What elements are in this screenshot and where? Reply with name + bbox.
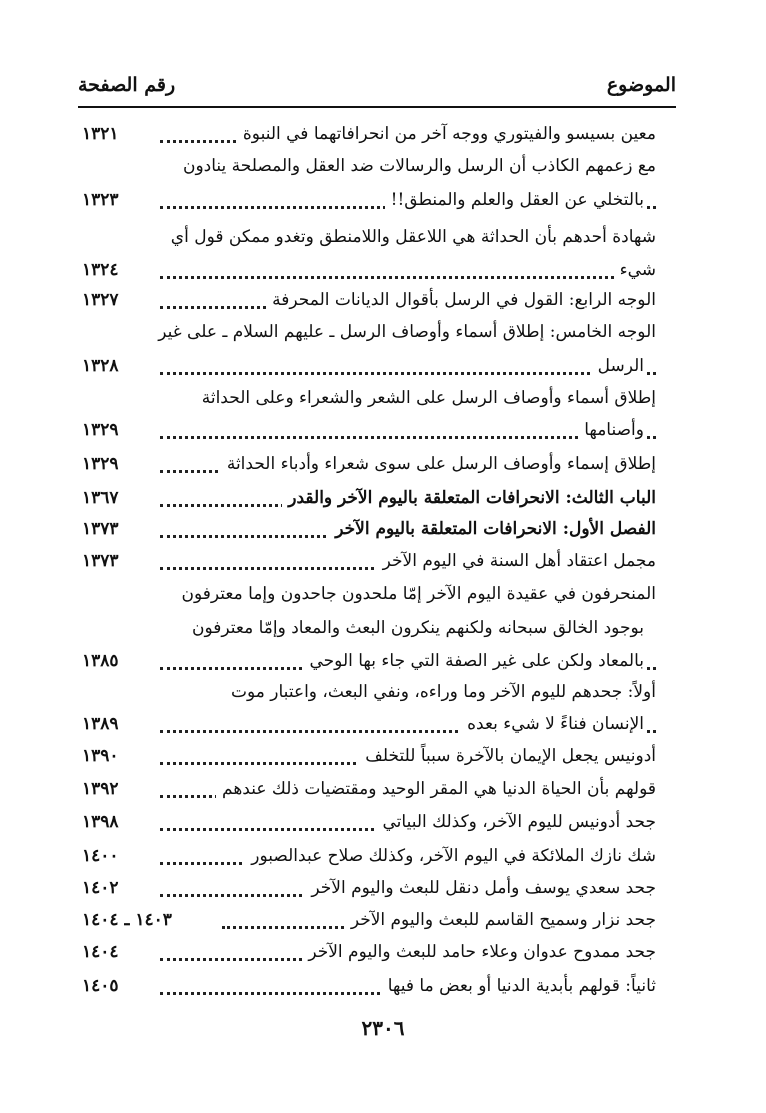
entry-page-number: ١٤٠٤ bbox=[82, 938, 119, 966]
entry-page-number: ١٣٩٠ bbox=[82, 742, 119, 770]
index-entry bbox=[82, 806, 656, 840]
index-entry bbox=[82, 936, 656, 970]
entry-page-number: ١٣٢٤ bbox=[82, 256, 119, 284]
entry-page-number: ١٣٩٢ bbox=[82, 775, 119, 803]
entry-text: شيء bbox=[614, 256, 656, 284]
dot-leader bbox=[160, 360, 656, 375]
dot-leader bbox=[160, 264, 656, 279]
index-entry bbox=[82, 382, 656, 416]
index-entry bbox=[82, 904, 656, 938]
index-entry bbox=[82, 284, 656, 318]
index-entry bbox=[82, 545, 656, 579]
entry-page-number: ١٣٧٣ bbox=[82, 515, 119, 543]
index-entry bbox=[82, 708, 656, 742]
entry-page-number: ١٣٢٧ bbox=[82, 286, 119, 314]
entry-page-number: ١٣٢٨ bbox=[82, 352, 119, 380]
index-entry bbox=[82, 676, 656, 710]
index-header bbox=[78, 66, 676, 108]
index-entry bbox=[82, 872, 656, 906]
section-heading-text: الفصل الأول: الانحرافات المتعلقة باليوم الآخر bbox=[329, 515, 656, 543]
entry-text: الوجه الرابع: القول في الرسل بأقوال الديانات المحرفة bbox=[266, 286, 656, 314]
entry-text: جحد أدونيس لليوم الآخر، وكذلك البياتي bbox=[377, 808, 656, 836]
entry-page-number: ١٣٢٩ bbox=[82, 416, 119, 444]
index-entry bbox=[82, 612, 656, 646]
index-entry bbox=[82, 414, 656, 448]
entry-page-number: ١٣٢١ bbox=[82, 120, 119, 148]
index-entry bbox=[82, 970, 656, 1004]
entry-text: ثانياً: قولهم بأبدية الدنيا أو بعض ما فيها bbox=[382, 972, 656, 1000]
entry-text: قولهم بأن الحياة الدنيا هي المقر الوحيد ومقتضيات ذلك عندهم bbox=[216, 775, 656, 803]
entry-text: أولاً: جحدهم لليوم الآخر وما وراءه، ونفي البعث، واعتبار موت bbox=[225, 678, 656, 706]
entry-text: مع زعمهم الكاذب أن الرسل والرسالات ضد العقل والمصلحة ينادون bbox=[177, 152, 656, 180]
entry-text: جحد ممدوح عدوان وعلاء حامد للبعث واليوم الآخر bbox=[302, 938, 656, 966]
index-entry bbox=[82, 645, 656, 679]
entry-text: الوجه الخامس: إطلاق أسماء وأوصاف الرسل ـ عليهم السلام ـ على غير bbox=[152, 318, 656, 346]
index-entry bbox=[82, 254, 656, 288]
index-entry bbox=[82, 578, 656, 612]
entry-text: مجمل اعتقاد أهل السنة في اليوم الآخر bbox=[377, 547, 656, 575]
entry-page-number: ١٣٢٣ bbox=[82, 186, 119, 214]
entry-text: وأصنامها bbox=[578, 416, 644, 444]
topic-column-heading: الموضوع bbox=[606, 74, 676, 96]
index-entry bbox=[82, 513, 656, 547]
page-number: ٢٣٠٦ bbox=[361, 1016, 405, 1040]
page-number-column-heading: رقم الصفحة bbox=[78, 74, 176, 96]
entry-text: المنحرفون في عقيدة اليوم الآخر إمّا ملحدون جاحدون وإما معترفون bbox=[176, 580, 656, 608]
index-entry bbox=[82, 773, 656, 807]
entry-text: الإنسان فناءً لا شيء بعده bbox=[461, 710, 644, 738]
entry-text: الرسل bbox=[592, 352, 644, 380]
entry-page-number: ١٣٨٥ bbox=[82, 647, 119, 675]
index-entry bbox=[82, 118, 656, 152]
index-entry bbox=[82, 840, 656, 874]
entry-text: شك نازك الملائكة في اليوم الآخر، وكذلك صلاح عبدالصبور bbox=[245, 842, 656, 870]
entry-text: إطلاق أسماء وأوصاف الرسل على الشعر والشعراء وعلى الحداثة bbox=[196, 384, 656, 412]
entry-page-number: ١٣٩٨ bbox=[82, 808, 119, 836]
section-heading-text: الباب الثالث: الانحرافات المتعلقة باليوم الآخر والقدر bbox=[282, 484, 656, 512]
entry-text: بالتخلي عن العقل والعلم والمنطق!! bbox=[385, 186, 644, 214]
entry-text: شهادة أحدهم بأن الحداثة هي اللاعقل واللامنطق وتغدو ممكن قول أي bbox=[165, 223, 656, 251]
index-entry bbox=[82, 448, 656, 482]
entry-text: أدونيس يجعل الإيمان بالآخرة سبباً للتخلف bbox=[359, 742, 656, 770]
index-entry bbox=[82, 350, 656, 384]
entry-page-number: ١٣٢٩ bbox=[82, 450, 119, 478]
index-entry bbox=[82, 150, 656, 184]
entry-page-number: ١٤٠٥ bbox=[82, 972, 119, 1000]
entry-page-number: ١٣٨٩ bbox=[82, 710, 119, 738]
index-entry bbox=[82, 221, 656, 255]
index-entry bbox=[82, 740, 656, 774]
index-entry bbox=[82, 482, 656, 516]
entry-text: بالمعاد ولكن على غير الصفة التي جاء بها الوحي bbox=[303, 647, 644, 675]
entry-page-number: ١٣٧٣ bbox=[82, 547, 119, 575]
entry-text: جحد سعدي يوسف وأمل دنقل للبعث واليوم الآخر bbox=[305, 874, 656, 902]
entry-page-number: ١٤٠٢ bbox=[82, 874, 119, 902]
entry-page-number: ١٤٠٠ bbox=[82, 842, 119, 870]
index-entry bbox=[82, 184, 656, 218]
entry-page-number: ١٣٦٧ bbox=[82, 484, 119, 512]
entry-text: بوجود الخالق سبحانه ولكنهم ينكرون البعث والمعاد وإمّا معترفون bbox=[186, 614, 644, 642]
entry-text: جحد نزار وسميح القاسم للبعث واليوم الآخر bbox=[345, 906, 656, 934]
entry-text: معين بسيسو والفيتوري ووجه آخر من انحرافاتهما في النبوة bbox=[237, 120, 656, 148]
entry-page-number: ١٤٠٣ ـ ١٤٠٤ bbox=[82, 906, 172, 934]
entry-text: إطلاق إسماء وأوصاف الرسل على سوى شعراء وأدباء الحداثة bbox=[221, 450, 656, 478]
index-entry bbox=[82, 316, 656, 350]
